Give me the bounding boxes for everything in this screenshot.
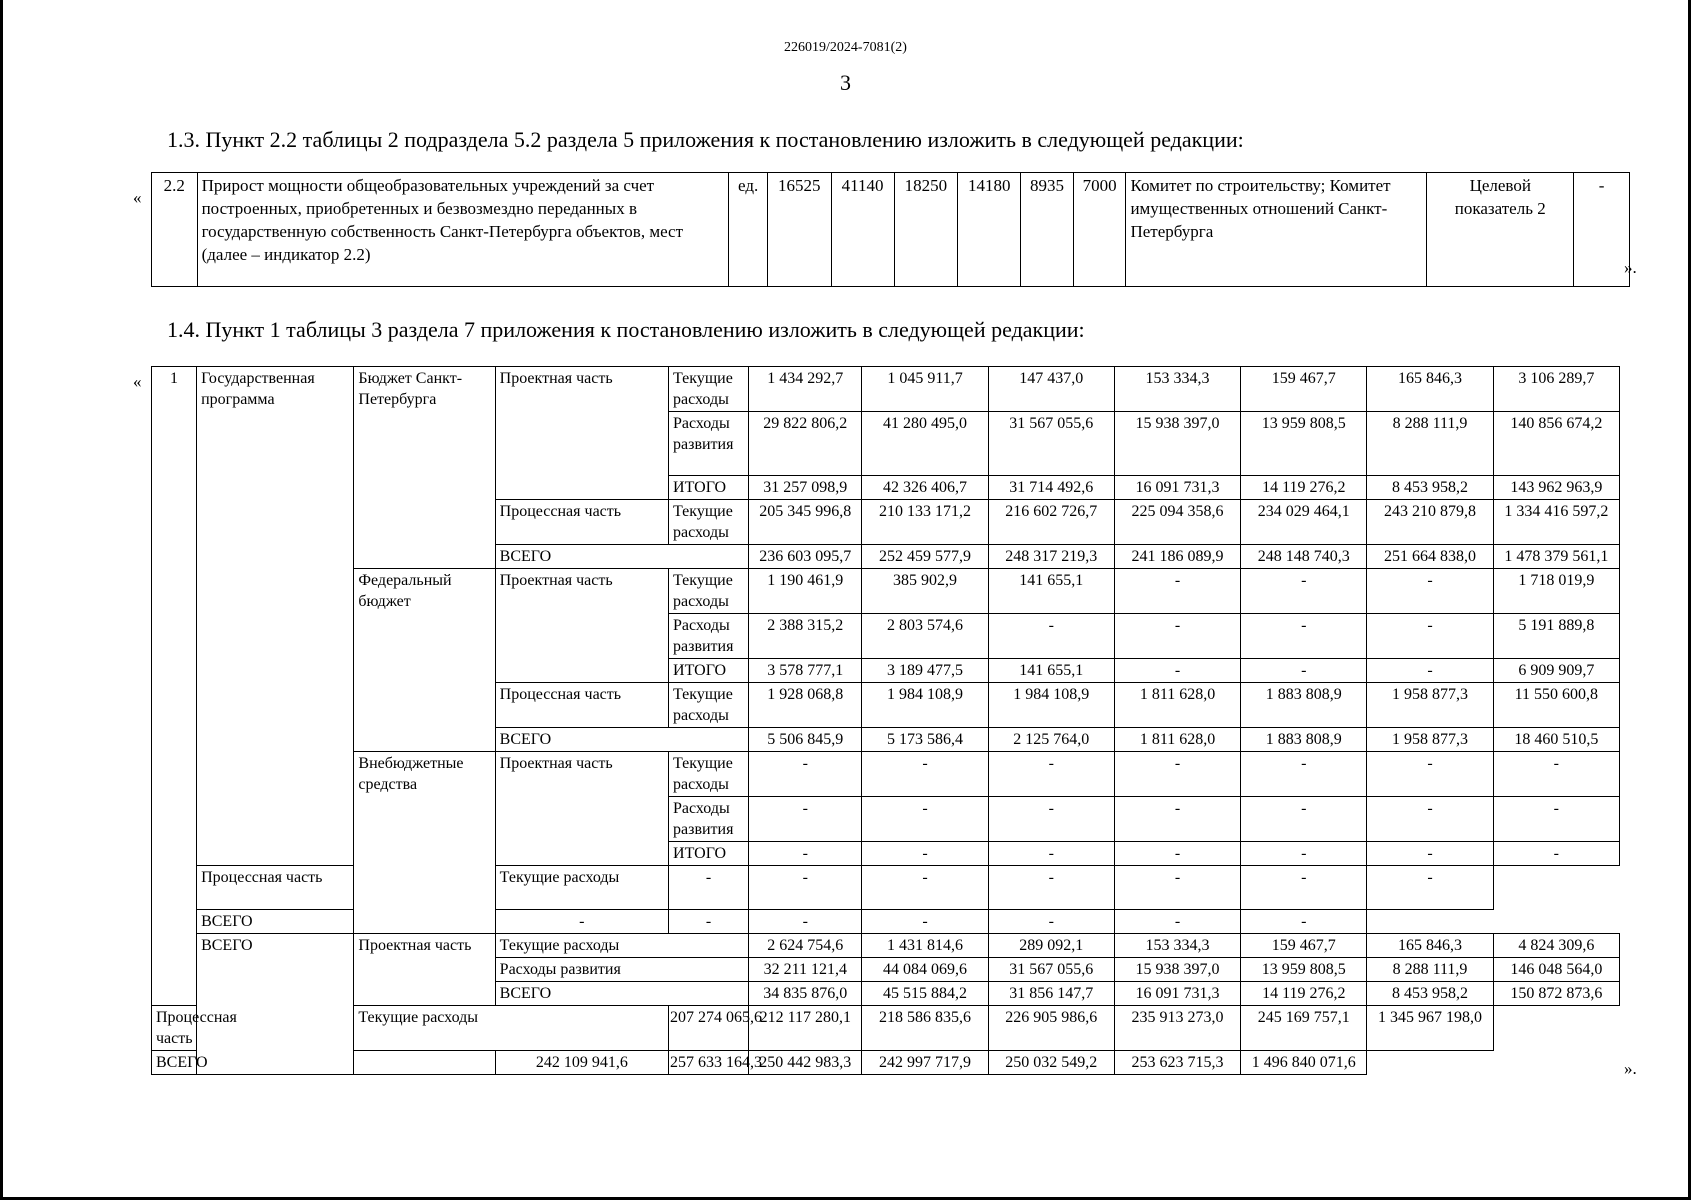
development-expenses-label: Расходы развития xyxy=(669,797,749,842)
responsible-executor: Комитет по строительству; Комитет имущественных отношений Санкт-Петербурга xyxy=(1126,173,1427,287)
value-cell: 11 550 600,8 xyxy=(1493,683,1619,728)
value-cell: 31 856 147,7 xyxy=(988,982,1114,1006)
value-cell: 45 515 884,2 xyxy=(862,982,988,1006)
source-extrabudgetary: Внебюджетные средства xyxy=(354,752,495,934)
value-cell: 248 148 740,3 xyxy=(1241,545,1367,569)
value-cell: 207 274 065,6 xyxy=(669,1006,749,1051)
total-project-part-label: Проектная часть xyxy=(354,934,495,1006)
value-cell: 3 106 289,7 xyxy=(1493,367,1619,412)
value-cell: - xyxy=(749,797,862,842)
value-cell: 41140 xyxy=(831,173,894,287)
value-cell: 4 824 309,6 xyxy=(1493,934,1619,958)
value-cell: 140 856 674,2 xyxy=(1493,412,1619,476)
value-cell: 1 434 292,7 xyxy=(749,367,862,412)
value-cell: 1 883 808,9 xyxy=(1241,728,1367,752)
source-federal: Федеральный бюджет xyxy=(354,569,495,752)
row-number: 1 xyxy=(152,367,197,1006)
value-cell: 212 117 280,1 xyxy=(749,1006,862,1051)
development-expenses-label: Расходы развития xyxy=(669,412,749,476)
value-cell: 31 257 098,9 xyxy=(749,476,862,500)
row-number: 2.2 xyxy=(152,173,198,287)
value-cell: 16 091 731,3 xyxy=(1114,982,1240,1006)
value-cell: 5 191 889,8 xyxy=(1493,614,1619,659)
value-cell: - xyxy=(749,842,862,866)
vsego-label: ВСЕГО xyxy=(495,545,749,569)
value-cell: 14180 xyxy=(958,173,1021,287)
current-expenses-label: Текущие расходы xyxy=(669,683,749,728)
value-cell: 2 803 574,6 xyxy=(862,614,988,659)
value-cell: 5 506 845,9 xyxy=(749,728,862,752)
value-cell: 1 431 814,6 xyxy=(862,934,988,958)
value-cell: - xyxy=(1241,866,1367,910)
itogo-label: ИТОГО xyxy=(669,659,749,683)
value-cell: - xyxy=(1367,797,1493,842)
value-cell: - xyxy=(862,866,988,910)
value-cell: - xyxy=(988,842,1114,866)
itogo-label: ИТОГО xyxy=(669,476,749,500)
value-cell: 15 938 397,0 xyxy=(1114,412,1240,476)
value-cell: 205 345 996,8 xyxy=(749,500,862,545)
value-cell: 8935 xyxy=(1021,173,1074,287)
total-process-part-label: Процессная часть xyxy=(152,1006,197,1051)
value-cell: - xyxy=(862,752,988,797)
value-cell: 8 288 111,9 xyxy=(1367,958,1493,982)
value-cell: 251 664 838,0 xyxy=(1367,545,1493,569)
value-cell: 1 811 628,0 xyxy=(1114,728,1240,752)
value-cell: - xyxy=(1493,842,1619,866)
value-cell: - xyxy=(1241,797,1367,842)
value-cell: 14 119 276,2 xyxy=(1241,476,1367,500)
value-cell: - xyxy=(1367,752,1493,797)
page-number: 3 xyxy=(840,70,851,95)
value-cell: - xyxy=(1367,866,1493,910)
value-cell: 18 460 510,5 xyxy=(1493,728,1619,752)
value-cell: - xyxy=(988,752,1114,797)
value-cell: 235 913 273,0 xyxy=(1114,1006,1240,1051)
program-name: Государственная программа xyxy=(197,367,354,866)
value-cell: 243 210 879,8 xyxy=(1367,500,1493,545)
current-expenses-label: Текущие расходы xyxy=(669,752,749,797)
value-cell: 2 624 754,6 xyxy=(749,934,862,958)
value-cell: 226 905 986,6 xyxy=(988,1006,1114,1051)
vsego-label: ВСЕГО xyxy=(197,910,496,934)
value-cell: - xyxy=(988,866,1114,910)
value-cell: - xyxy=(862,842,988,866)
value-cell: - xyxy=(988,614,1114,659)
value-cell: 32 211 121,4 xyxy=(749,958,862,982)
current-expenses-label: Текущие расходы xyxy=(669,500,749,545)
value-cell: 14 119 276,2 xyxy=(1241,982,1367,1006)
value-cell: 242 997 717,9 xyxy=(862,1051,988,1075)
value-cell: 13 959 808,5 xyxy=(1241,412,1367,476)
value-cell: - xyxy=(1114,659,1240,683)
value-cell: - xyxy=(749,752,862,797)
value-cell: 8 453 958,2 xyxy=(1367,476,1493,500)
value-cell: 225 094 358,6 xyxy=(1114,500,1240,545)
vsego-label: ВСЕГО xyxy=(495,728,749,752)
value-cell: 3 189 477,5 xyxy=(862,659,988,683)
value-cell: 143 962 963,9 xyxy=(1493,476,1619,500)
value-cell: - xyxy=(1367,659,1493,683)
value-cell: 2 388 315,2 xyxy=(749,614,862,659)
value-cell: - xyxy=(1114,842,1240,866)
value-cell: 13 959 808,5 xyxy=(1241,958,1367,982)
value-cell: 252 459 577,9 xyxy=(862,545,988,569)
value-cell: 31 567 055,6 xyxy=(988,958,1114,982)
value-cell: - xyxy=(669,910,749,934)
value-cell: - xyxy=(1114,910,1240,934)
document-number: 226019/2024-7081(2) xyxy=(784,40,907,55)
value-cell: - xyxy=(988,797,1114,842)
indicator-description: Прирост мощности общеобразовательных учреждений за счет построенных, приобретенных и безвозмездно переданных в государственную собственность Санкт-Петербурга объектов, мест (далее – индикатор 2.2) xyxy=(197,173,729,287)
value-cell: 159 467,7 xyxy=(1241,934,1367,958)
value-cell: 165 846,3 xyxy=(1367,934,1493,958)
value-cell: 5 173 586,4 xyxy=(862,728,988,752)
value-cell: 18250 xyxy=(894,173,958,287)
value-cell: - xyxy=(1114,752,1240,797)
total-label: ВСЕГО xyxy=(197,934,354,1075)
value-cell: 210 133 171,2 xyxy=(862,500,988,545)
value-cell: 242 109 941,6 xyxy=(495,1051,668,1075)
value-cell: 16525 xyxy=(767,173,831,287)
value-cell: 150 872 873,6 xyxy=(1493,982,1619,1006)
current-expenses-label: Текущие расходы xyxy=(354,1006,669,1051)
value-cell: - xyxy=(1367,569,1493,614)
value-cell: - xyxy=(1114,569,1240,614)
value-cell: - xyxy=(1114,866,1240,910)
value-cell: - xyxy=(862,797,988,842)
value-cell: 1 334 416 597,2 xyxy=(1493,500,1619,545)
value-cell: - xyxy=(1241,752,1367,797)
value-cell: 1 478 379 561,1 xyxy=(1493,545,1619,569)
value-cell: 165 846,3 xyxy=(1367,367,1493,412)
value-cell: - xyxy=(1241,842,1367,866)
value-cell: - xyxy=(1493,752,1619,797)
value-cell: 8 288 111,9 xyxy=(1367,412,1493,476)
value-cell: 2 125 764,0 xyxy=(988,728,1114,752)
value-cell: 1 958 877,3 xyxy=(1367,683,1493,728)
itogo-label: ИТОГО xyxy=(669,842,749,866)
current-expenses-label: Текущие расходы xyxy=(495,934,749,958)
value-cell: 41 280 495,0 xyxy=(862,412,988,476)
value-cell: 218 586 835,6 xyxy=(862,1006,988,1051)
value-cell: 16 091 731,3 xyxy=(1114,476,1240,500)
value-cell: - xyxy=(1241,659,1367,683)
value-cell: - xyxy=(1367,614,1493,659)
value-cell: - xyxy=(1493,797,1619,842)
quote-close: ». xyxy=(1624,258,1637,277)
unit: ед. xyxy=(729,173,767,287)
value-cell: - xyxy=(988,910,1114,934)
value-cell: 3 578 777,1 xyxy=(749,659,862,683)
value-cell: - xyxy=(1241,569,1367,614)
value-cell: 31 714 492,6 xyxy=(988,476,1114,500)
value-cell: 1 984 108,9 xyxy=(862,683,988,728)
value-cell: 146 048 564,0 xyxy=(1493,958,1619,982)
value-cell: - xyxy=(749,866,862,910)
grand-total-label: ВСЕГО xyxy=(152,1051,496,1075)
value-cell: 1 496 840 071,6 xyxy=(1241,1051,1367,1075)
value-cell: 248 317 219,3 xyxy=(988,545,1114,569)
value-cell: 29 822 806,2 xyxy=(749,412,862,476)
value-cell: 250 032 549,2 xyxy=(988,1051,1114,1075)
value-cell: - xyxy=(1114,614,1240,659)
value-cell: 34 835 876,0 xyxy=(749,982,862,1006)
value-cell: - xyxy=(1367,842,1493,866)
value-cell: 385 902,9 xyxy=(862,569,988,614)
indicator-table xyxy=(151,172,1630,287)
heading-1-3: 1.3. Пункт 2.2 таблицы 2 подраздела 5.2 раздела 5 приложения к постановлению изложить в следующей редакции: xyxy=(167,127,1244,152)
value-cell: 250 442 983,3 xyxy=(749,1051,862,1075)
value-cell: - xyxy=(669,866,749,910)
value-cell: 241 186 089,9 xyxy=(1114,545,1240,569)
value-cell: - xyxy=(1241,910,1367,934)
value-cell: 234 029 464,1 xyxy=(1241,500,1367,545)
value-cell: - xyxy=(749,910,862,934)
value-cell: 1 045 911,7 xyxy=(862,367,988,412)
value-cell: 1 345 967 198,0 xyxy=(1367,1006,1493,1051)
value-cell: - xyxy=(862,910,988,934)
value-cell: - xyxy=(1241,614,1367,659)
process-part-label: Процессная часть xyxy=(197,866,354,910)
project-part-label: Проектная часть xyxy=(495,752,668,866)
value-cell: 7000 xyxy=(1073,173,1126,287)
value-cell: 159 467,7 xyxy=(1241,367,1367,412)
value-cell: 15 938 397,0 xyxy=(1114,958,1240,982)
value-cell: 1 928 068,8 xyxy=(749,683,862,728)
value-cell: 44 084 069,6 xyxy=(862,958,988,982)
value-cell: 1 984 108,9 xyxy=(988,683,1114,728)
value-cell: 253 623 715,3 xyxy=(1114,1051,1240,1075)
current-expenses-label: Текущие расходы xyxy=(669,367,749,412)
value-cell: 141 655,1 xyxy=(988,659,1114,683)
value-cell: 1 811 628,0 xyxy=(1114,683,1240,728)
quote-open: « xyxy=(133,372,142,391)
last-cell: - xyxy=(1574,173,1630,287)
vsego-label: ВСЕГО xyxy=(495,982,749,1006)
value-cell: 236 603 095,7 xyxy=(749,545,862,569)
value-cell: 216 602 726,7 xyxy=(988,500,1114,545)
value-cell: 1 958 877,3 xyxy=(1367,728,1493,752)
financing-table-body xyxy=(152,367,1620,1075)
development-expenses-label: Расходы развития xyxy=(495,958,749,982)
value-cell: - xyxy=(1114,797,1240,842)
value-cell: 245 169 757,1 xyxy=(1241,1006,1367,1051)
development-expenses-label: Расходы развития xyxy=(669,614,749,659)
value-cell: 153 334,3 xyxy=(1114,367,1240,412)
indicator-type: Целевой показатель 2 xyxy=(1427,173,1574,287)
value-cell: 8 453 958,2 xyxy=(1367,982,1493,1006)
value-cell: 153 334,3 xyxy=(1114,934,1240,958)
project-part-label: Проектная часть xyxy=(495,367,668,500)
process-part-label: Процессная часть xyxy=(495,683,668,728)
current-expenses-label: Текущие расходы xyxy=(495,866,668,910)
current-expenses-label: Текущие расходы xyxy=(669,569,749,614)
value-cell: 289 092,1 xyxy=(988,934,1114,958)
source-spb: Бюджет Санкт-Петербурга xyxy=(354,367,495,569)
quote-open: « xyxy=(133,188,142,207)
financing-table xyxy=(151,366,1620,1075)
value-cell: 1 718 019,9 xyxy=(1493,569,1619,614)
value-cell: - xyxy=(495,910,668,934)
value-cell: 257 633 164,3 xyxy=(669,1051,749,1075)
heading-1-4: 1.4. Пункт 1 таблицы 3 раздела 7 приложения к постановлению изложить в следующей редакции: xyxy=(167,317,1085,342)
process-part-label: Процессная часть xyxy=(495,500,668,545)
value-cell: 31 567 055,6 xyxy=(988,412,1114,476)
quote-close: ». xyxy=(1624,1059,1637,1078)
value-cell: 147 437,0 xyxy=(988,367,1114,412)
value-cell: 6 909 909,7 xyxy=(1493,659,1619,683)
project-part-label: Проектная часть xyxy=(495,569,668,683)
value-cell: 141 655,1 xyxy=(988,569,1114,614)
value-cell: 1 190 461,9 xyxy=(749,569,862,614)
value-cell: 1 883 808,9 xyxy=(1241,683,1367,728)
value-cell: 42 326 406,7 xyxy=(862,476,988,500)
